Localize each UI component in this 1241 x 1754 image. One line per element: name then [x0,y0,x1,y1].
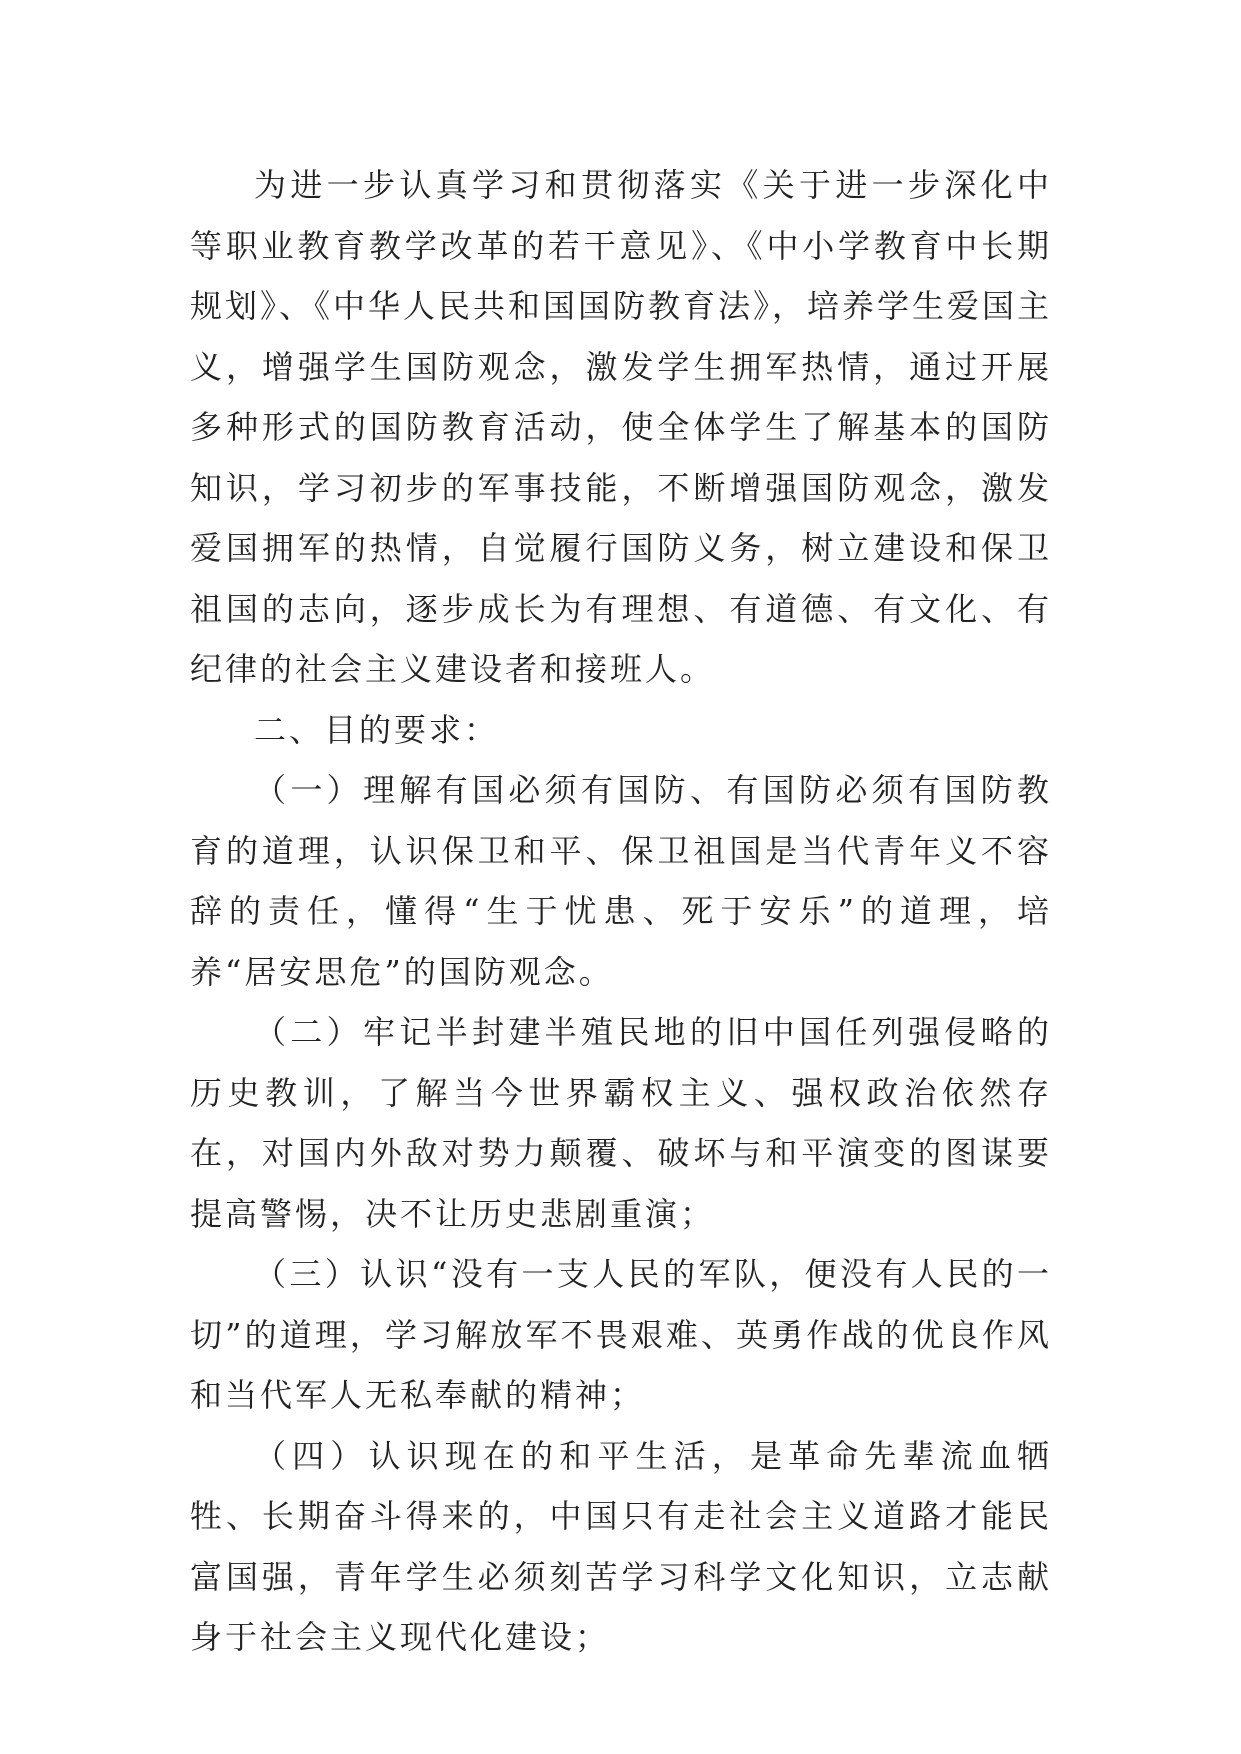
requirement-item-3: （三）认识“没有一支人民的军队，便没有人民的一切”的道理，学习解放军不畏艰难、英勇作战的优良作风和当代军人无私奉献的精神； [190,1255,1052,1414]
intro-paragraph: 为进一步认真学习和贯彻落实《关于进一步深化中等职业教育教学改革的若干意见》、《中小学教育中长期规划》、《中华人民共和国国防教育法》，培养学生爱国主义，增强学生国防观念，激发学生拥军热情，通过开展多种形式的国防教育活动，使全体学生了解基本的国防知识，学习初步的军事技能，不断增强国防观念，激发爱国拥军的热情，自觉履行国防义务，树立建设和保卫祖国的志向，逐步成长为有理想、有道德、有文化、有纪律的社会主义建设者和接班人。 [190,166,1053,688]
section-heading-purpose: 二、目的要求： [254,710,500,749]
requirement-item-4: （四）认识现在的和平生活，是革命先辈流血牺牲、长期奋斗得来的，中国只有走社会主义道路才能民富国强，青年学生必须刻苦学习科学文化知识，立志献身于社会主义现代化建设； [190,1436,1052,1656]
requirement-item-1: （一）理解有国必须有国防、有国防必须有国防教育的道理，认识保卫和平、保卫祖国是当代青年义不容辞的责任，懂得“生于忧患、死于安乐”的道理，培养“居安思危”的国防观念。 [190,771,1052,991]
requirement-item-2: （二）牢记半封建半殖民地的旧中国任列强侵略的历史教训，了解当今世界霸权主义、强权政治依然存在，对国内外敌对势力颠覆、破坏与和平演变的图谋要提高警惕，决不让历史悲剧重演； [190,1013,1052,1233]
document-body [190,155,1052,1668]
